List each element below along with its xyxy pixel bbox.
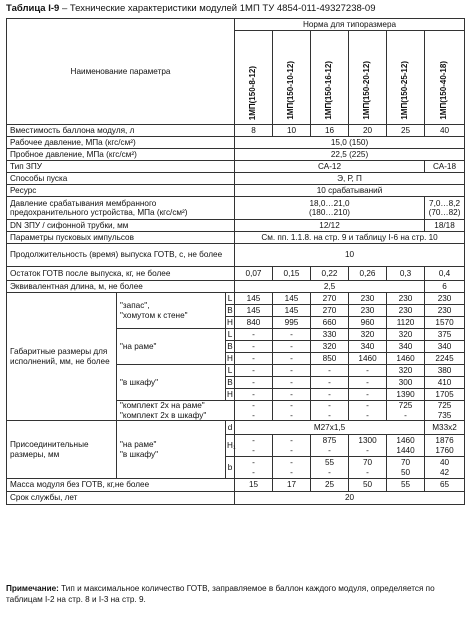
cell: 1460 [349,353,387,365]
cell: 10 [273,125,311,137]
cell: 25 [387,125,425,137]
cell: - [273,329,311,341]
cell: 0,07 [235,267,273,281]
cell: - [349,365,387,377]
cell: 1705 [425,389,465,401]
cell: 10 срабатываний [235,185,465,197]
cell: 320 [349,329,387,341]
cell: 660 [311,317,349,329]
row-label: Пробное давление, МПа (кгс/см²) [7,149,235,161]
cell: 0,4 [425,267,465,281]
cell: 340 [387,341,425,353]
cell: 65 [425,479,465,492]
cell: 1460 [387,353,425,365]
row-membrane [7,197,465,220]
cell: 320 [387,365,425,377]
cell: 340 [425,341,465,353]
dim-letter: d [226,421,235,435]
table-note [6,584,464,605]
size-label: 1МП(150-40-18) [439,61,449,120]
cell: М33х2 [425,421,465,435]
cell: 270 [311,293,349,305]
cell: 230 [349,305,387,317]
size-col-5 [387,31,425,125]
dim-letter: H₁ [226,435,235,457]
cell: - [311,389,349,401]
cell: - - [311,401,349,421]
row-label: Срок службы, лет [7,492,235,505]
cell: 145 [273,305,311,317]
cell: - - [235,401,273,421]
connect-sub: "на раме" "в шкафу" [117,421,226,479]
dim-letter: B [227,305,233,315]
cell: 15 [235,479,273,492]
dims-label: Габаритные размеры для исполнений, мм, не более [7,293,117,421]
size-col-1 [235,31,273,125]
cell: 0,26 [349,267,387,281]
size-label: 1МП(150-16-12) [324,61,334,120]
row-dn [7,220,465,232]
cell: - [235,365,273,377]
dim-letter: H [227,317,233,327]
cell: - [235,377,273,389]
cell: 7,0…8,2 (70…82) [425,197,465,220]
cell: - - [273,435,311,457]
row-test-pressure [7,149,465,161]
size-label: 1МП(150-10-12) [286,61,296,120]
dim-letter: L [226,365,235,377]
cell: 40 42 [425,457,465,479]
cell: Э, Р, П [235,173,465,185]
cell: 320 [311,341,349,353]
cell: - [349,377,387,389]
cell: 230 [349,293,387,305]
note-text: Тип и максимальное количество ГОТВ, заправляемое в баллон каждого модуля, определяется по таблицам I-2 на стр. 8 и I-3 на стр. 9. [6,584,435,604]
cell: 55 [387,479,425,492]
cell: 145 [235,305,273,317]
cell: 960 [349,317,387,329]
row-label: Давление срабатывания мембранного предохранительного устройства, МПа (кгс/см²) [7,197,235,220]
cell: 25 [311,479,349,492]
cell: - - [273,457,311,479]
cell: 840 [235,317,273,329]
cell: 230 [387,305,425,317]
cell: - - [349,401,387,421]
row-resource [7,185,465,197]
cell: - [273,365,311,377]
cell: 18/18 [425,220,465,232]
connect-label: Присоединительные размеры, мм [7,421,117,479]
cell: 230 [425,293,465,305]
row-label: Масса модуля без ГОТВ, кг,не более [7,479,235,492]
caption-text: – Технические характеристики модулей 1МП ТУ 4854-011-49327238-09 [59,3,376,14]
note-label: Примечание: [6,584,59,593]
cell: СА-18 [425,161,465,173]
cell: 270 [311,305,349,317]
row-start-methods [7,173,465,185]
row-duration [7,244,465,267]
row-label: Вместимость баллона модуля, л [7,125,235,137]
cell: 380 [425,365,465,377]
cell: - [235,353,273,365]
dim-letter: H [227,389,233,399]
cell: 330 [311,329,349,341]
cell: 375 [425,329,465,341]
cell: 725 - [387,401,425,421]
cell: 0,3 [387,267,425,281]
row-label: Тип ЗПУ [7,161,235,173]
row-dims-g1-L [7,293,465,305]
cell: 1390 [387,389,425,401]
dim-letter: L [226,329,235,341]
cell: - - [273,401,311,421]
cell: 0,22 [311,267,349,281]
cell: - [349,389,387,401]
row-label: Эквивалентная длина, м, не более [7,281,235,293]
caption-label: Таблица I-9 [6,3,60,14]
row-label: Продолжительность (время) выпуска ГОТВ, с, не более [7,244,235,267]
cell: 320 [387,329,425,341]
cell: 1460 1440 [387,435,425,457]
dims-group-1: "запас", "хомутом к стене" [117,293,226,329]
cell: - - [235,435,273,457]
size-col-6 [425,31,465,125]
row-connect-d [7,421,465,435]
row-label: Рабочее давление, МПа (кгс/см²) [7,137,235,149]
cell: М27х1,5 [235,421,425,435]
cell: - [235,389,273,401]
cell: - - [235,457,273,479]
cell: 2,5 [235,281,425,293]
cell: 16 [311,125,349,137]
cell: - [235,329,273,341]
cell: 70 - [349,457,387,479]
cell: 6 [425,281,465,293]
cell: 40 [425,125,465,137]
cell: 70 50 [387,457,425,479]
cell: 17 [273,479,311,492]
dims-group-2: "на раме" [117,329,226,365]
cell: 995 [273,317,311,329]
cell: - [311,365,349,377]
cell: 20 [235,492,465,505]
row-label: DN ЗПУ / сифонной трубки, мм [7,220,235,232]
dim-letter: B [227,341,233,351]
row-label: Остаток ГОТВ после выпуска, кг, не более [7,267,235,281]
cell: 145 [235,293,273,305]
cell: 340 [349,341,387,353]
row-label: Параметры пусковых импульсов [7,232,235,244]
cell: 8 [235,125,273,137]
cell: 145 [273,293,311,305]
size-label: 1МП(150-20-12) [362,61,372,120]
row-zpu-type [7,161,465,173]
cell: 230 [387,293,425,305]
cell: 850 [311,353,349,365]
dim-letter: H [227,353,233,363]
cell: 300 [387,377,425,389]
cell: 0,15 [273,267,311,281]
table-caption [6,3,376,14]
cell: См. пп. 1.1.8. на стр. 9 и таблицу I-6 на стр. 10 [235,232,465,244]
cell: 55 - [311,457,349,479]
cell: - [273,389,311,401]
cell: 230 [425,305,465,317]
cell: 410 [425,377,465,389]
cell: СА-12 [235,161,425,173]
dim-letter: b [226,457,235,479]
row-label: Способы пуска [7,173,235,185]
row-equiv-length [7,281,465,293]
header-param: Наименование параметра [7,19,235,125]
cell: - [273,377,311,389]
row-residue [7,267,465,281]
row-service-life [7,492,465,505]
cell: 875 - [311,435,349,457]
cell: 18,0…21,0 (180…210) [235,197,425,220]
size-col-2 [273,31,311,125]
row-label: Ресурс [7,185,235,197]
cell: 50 [349,479,387,492]
cell: - [311,377,349,389]
cell: 1876 1760 [425,435,465,457]
cell: 20 [349,125,387,137]
cell: - [273,341,311,353]
cell: 22,5 (225) [235,149,465,161]
cell: - [273,353,311,365]
cell: 1300 - [349,435,387,457]
dim-letter: L [226,293,235,305]
size-col-3 [311,31,349,125]
row-mass [7,479,465,492]
dims-group-3: "в шкафу" [117,365,226,401]
cell: 1570 [425,317,465,329]
row-working-pressure [7,137,465,149]
size-col-4 [349,31,387,125]
cell: - [235,341,273,353]
dim-letter: B [227,377,233,387]
cell: 725 735 [425,401,465,421]
row-impulse [7,232,465,244]
cell: 15,0 (150) [235,137,465,149]
size-label: 1МП(150-8-12) [248,65,258,120]
specs-table [6,18,465,505]
header-norm: Норма для типоразмера [235,19,465,31]
cell: 1120 [387,317,425,329]
cell: 10 [235,244,465,267]
size-label: 1МП(150-25-12) [400,61,410,120]
row-capacity [7,125,465,137]
cell: 2245 [425,353,465,365]
cell: 12/12 [235,220,425,232]
dims-group-4: "комплект 2х на раме" "комплект 2х в шкафу" [117,401,235,421]
